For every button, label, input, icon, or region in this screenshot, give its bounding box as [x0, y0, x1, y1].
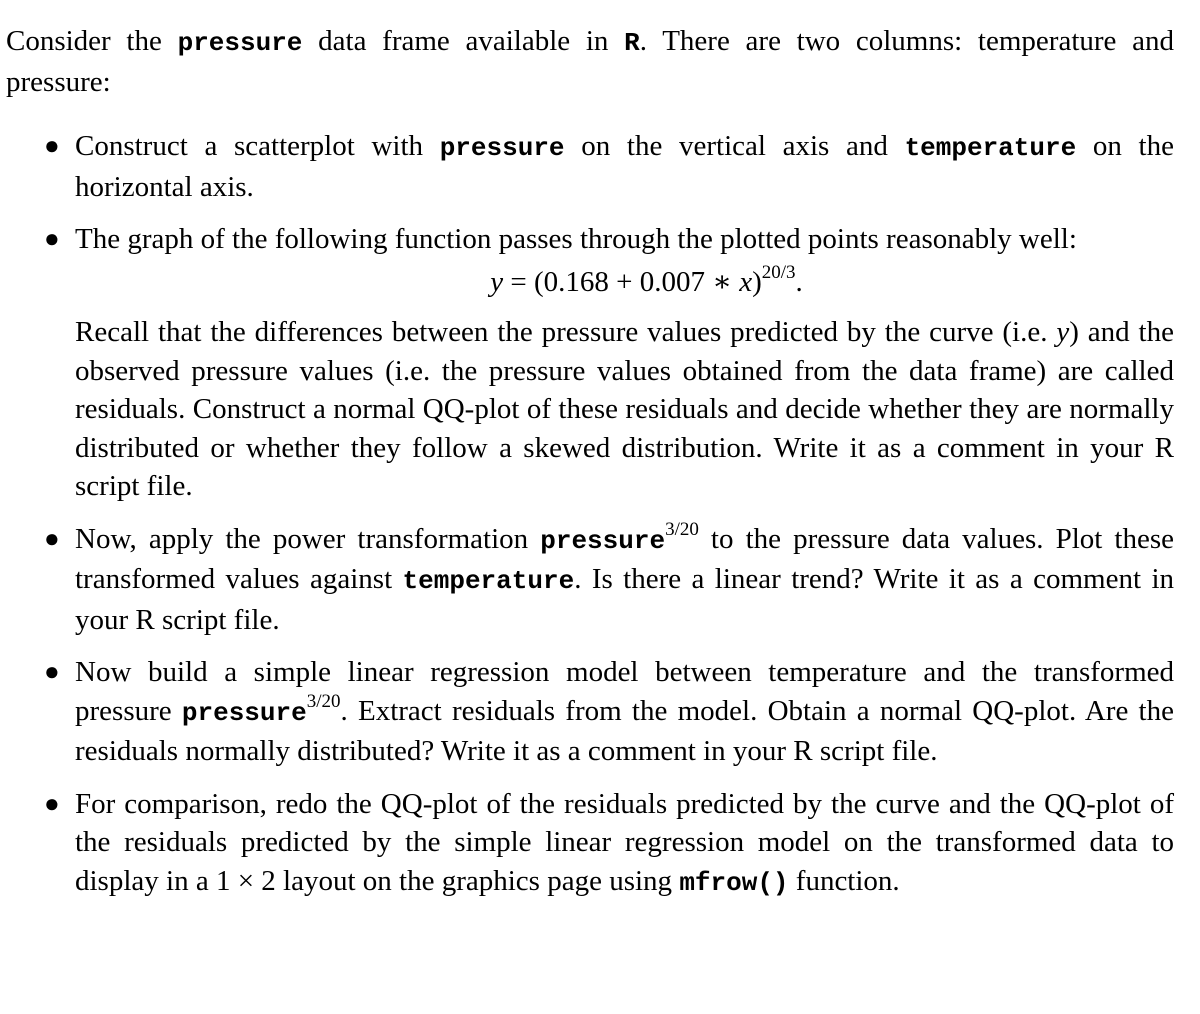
bullet-icon: ●: [44, 131, 60, 160]
code-pressure: pressure: [177, 28, 303, 58]
list-item: ● The graph of the following function passes through the plotted points reasonably well: y = (0.168 + 0.007 ∗ x)$^{20/3}$. Recall that the differences between the pressure values predicted by the curve (i.e. y) and the observed pressure values (i.e. the pressure values obtained from the data frame) are called residuals. Construct a normal QQ-plot of these residuals and decide whether they are normally distributed or whether they follow a skewed distribution. Write it as a comment in your R script file.: [6, 220, 1174, 506]
task-list: [6, 127, 1174, 902]
bullet-icon: ●: [44, 788, 60, 818]
list-item: ● Now, apply the power transformation pressure$^{3/20}$ to the pressure data values. Plot these transformed values against temperature. Is there a linear trend? Write it as a comment in your R script file.: [44, 518, 1174, 636]
bullet-icon: ●: [44, 657, 60, 686]
intro-paragraph: Consider the pressure data frame available in R. There are two columns: temperature and pressure:: [6, 25, 1174, 98]
bullet-icon: ●: [44, 523, 60, 553]
residuals-paragraph: Recall that the differences between the pressure values predicted by the curve (i.e. y) and the observed pressure values (i.e. the pressure values obtained from the data frame) are called residuals. Construct a normal QQ-plot of these residuals and decide whether they are normally distributed or whether they follow a skewed distribution. Write it as a comment in your R script file.: [75, 316, 1174, 502]
list-item: ● For comparison, redo the QQ-plot of the residuals predicted by the curve and the QQ-plot of the residuals predicted by the simple linear regression model on the transformed data to display in a 1 × 2 layout on the graphics page using mfrow() function.: [6, 785, 1174, 903]
list-item: ● Construct a scatterplot with pressure on the vertical axis and temperature on the horizontal axis.: [6, 127, 1174, 206]
code-r: R: [624, 28, 640, 58]
equation: y = (0.168 + 0.007 ∗ x)$^{20/3}$.: [490, 261, 803, 298]
list-item: ● Now build a simple linear regression model between temperature and the transformed pressure pressure$^{3/20}$. Extract residuals from the model. Obtain a normal QQ-plot. Are the residuals normally distributed? Write it as a comment in your R script file.: [6, 653, 1174, 771]
bullet-icon: ●: [44, 224, 60, 253]
